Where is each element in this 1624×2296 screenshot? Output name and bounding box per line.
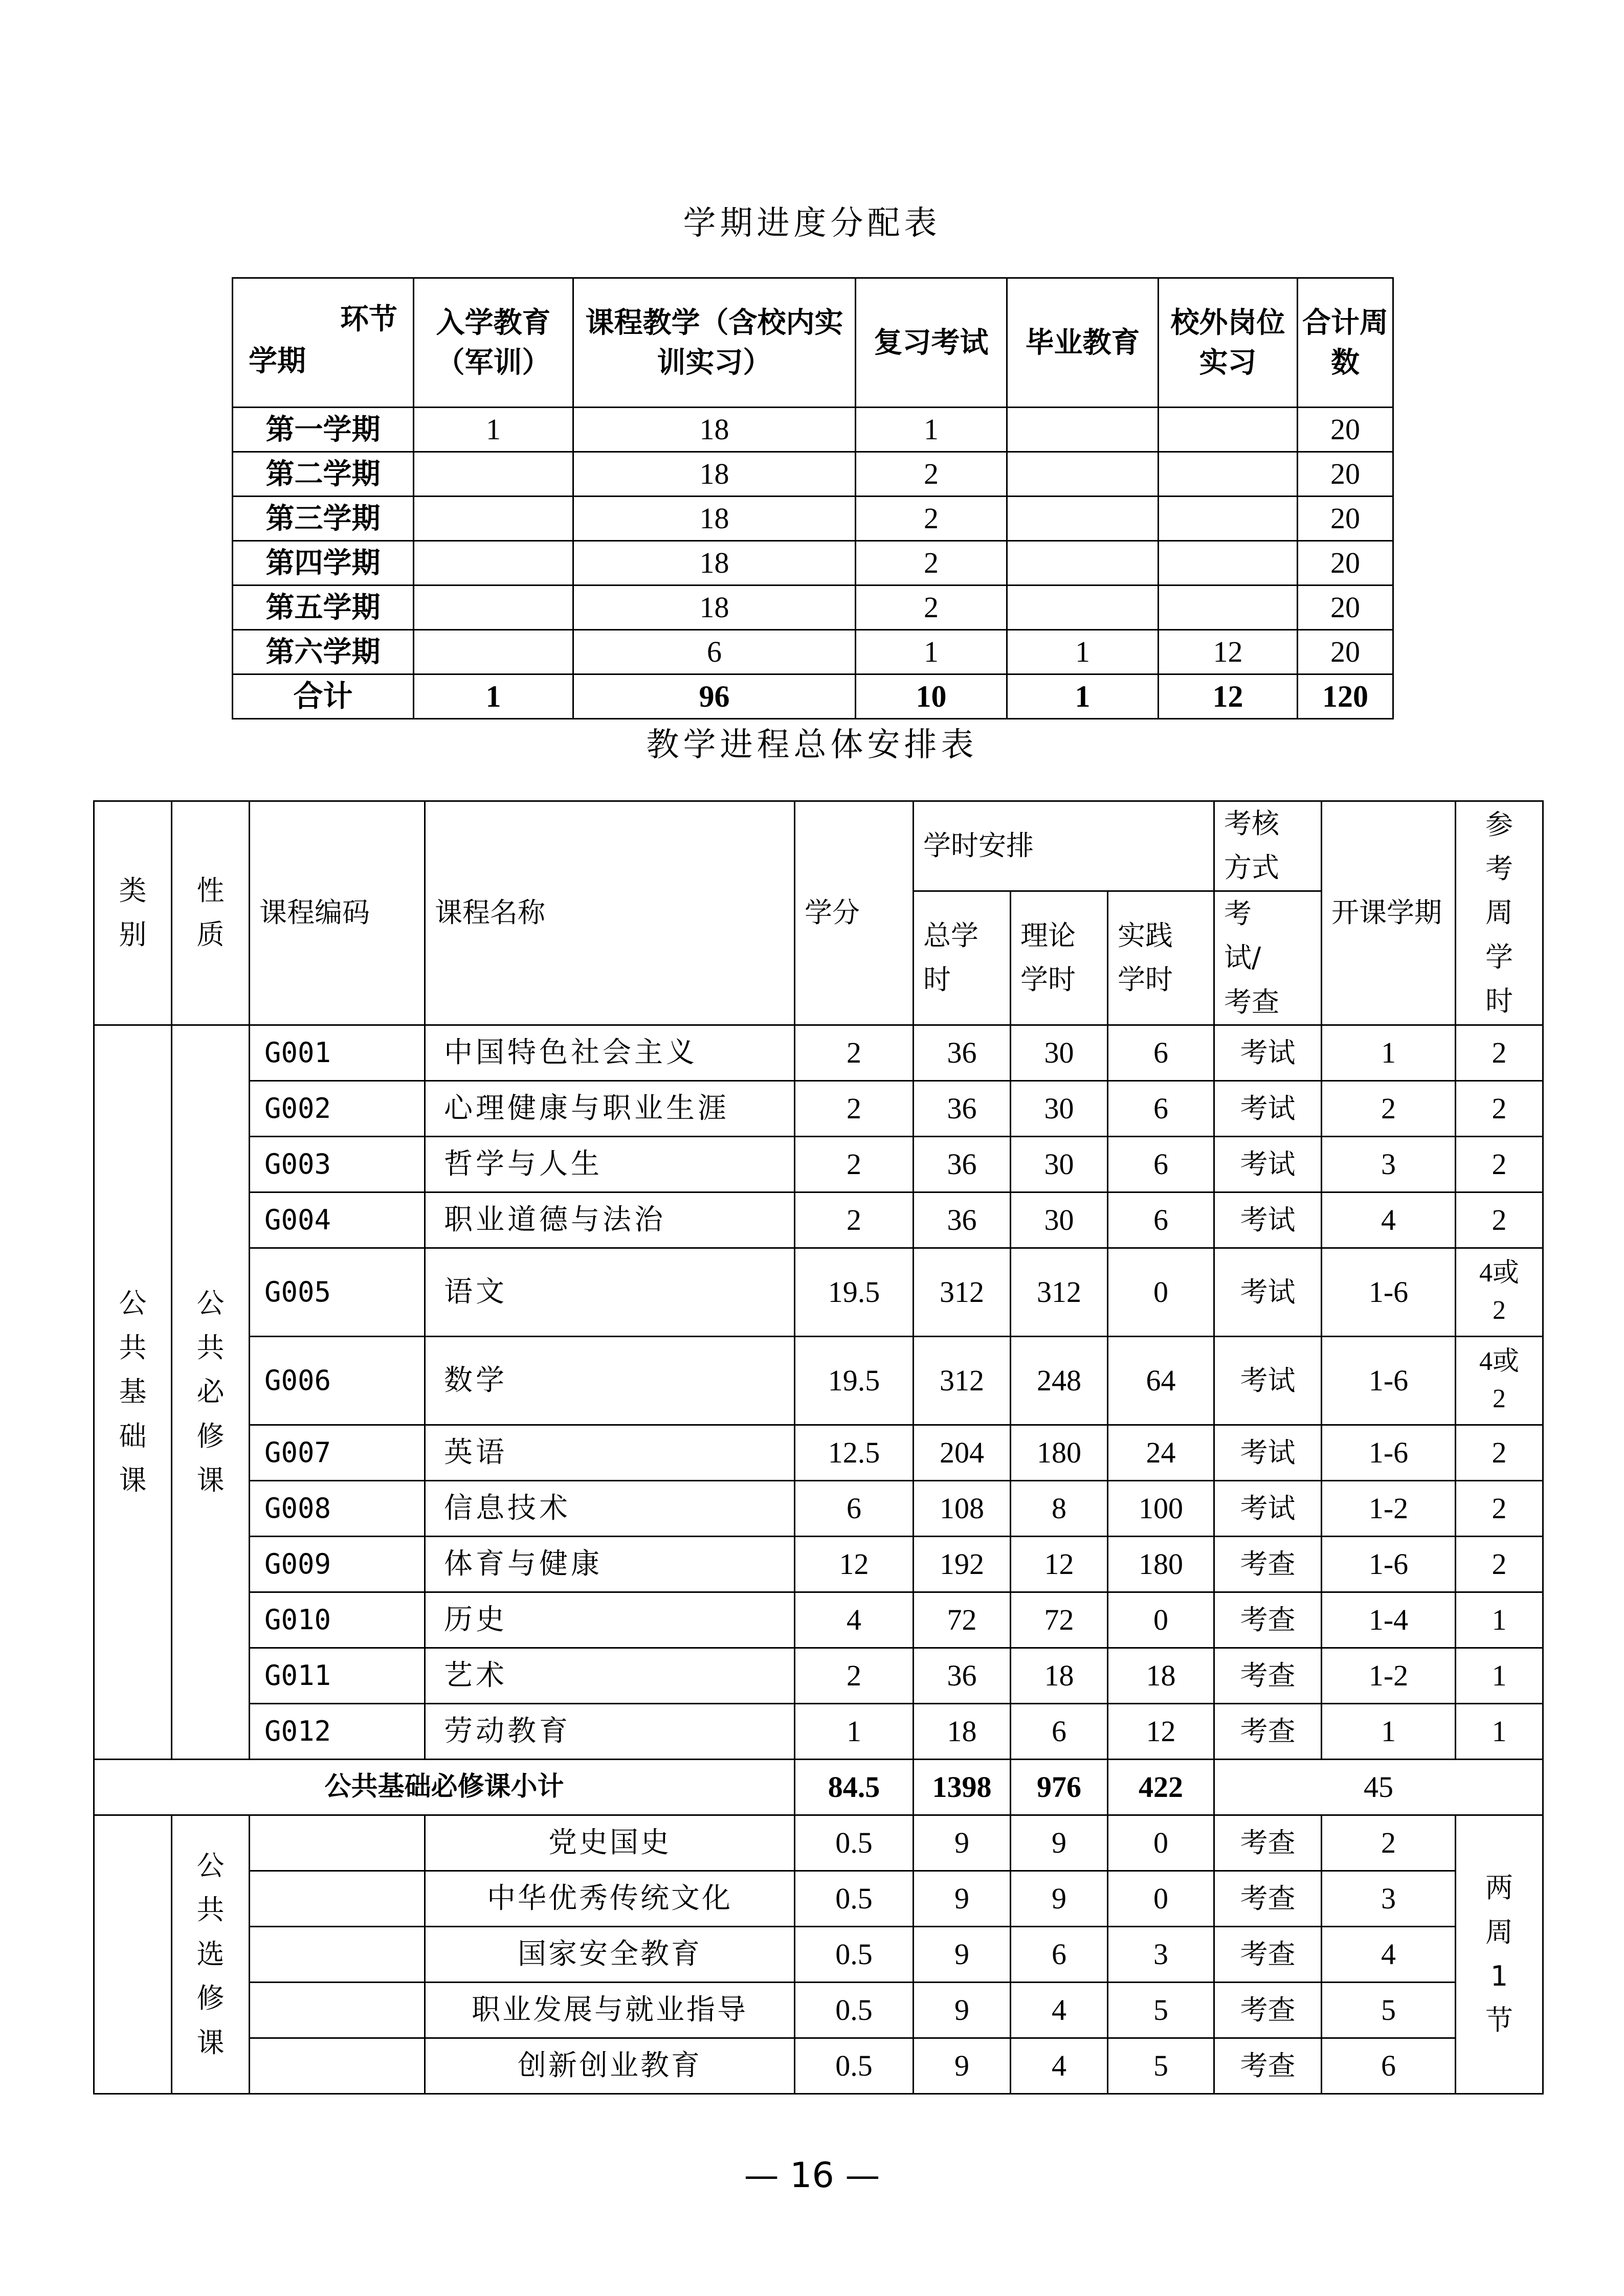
subtotal-credits: 84.5 — [795, 1759, 914, 1815]
semester-cell: 4 — [1322, 1926, 1456, 1982]
practice-hours-cell: 0 — [1108, 1592, 1214, 1648]
elective-row — [94, 1871, 1543, 1926]
assess-cell: 考试 — [1214, 1192, 1322, 1248]
column-header: 校外岗位实习 — [1159, 278, 1298, 408]
nature-cell — [172, 1815, 250, 2094]
credits-cell: 2 — [795, 1192, 914, 1248]
total-hours-cell: 204 — [914, 1425, 1011, 1480]
week-count-cell — [1007, 541, 1159, 586]
credits-cell: 12 — [795, 1536, 914, 1592]
total-hours-cell: 72 — [914, 1592, 1011, 1648]
week-count-cell — [414, 541, 573, 586]
weekly-hours-value: 2 — [1492, 1547, 1507, 1581]
weekly-hours-cell — [1456, 1425, 1543, 1480]
assess-cell: 考查 — [1214, 1815, 1322, 1871]
course-name: 党史国史 — [425, 1815, 795, 1871]
practice-hours-cell: 6 — [1108, 1025, 1214, 1081]
total-hours-cell: 9 — [914, 2038, 1011, 2094]
course-code: G004 — [250, 1192, 425, 1248]
assess-cell: 考查 — [1214, 1871, 1322, 1926]
total-cell: 96 — [573, 674, 856, 719]
semester-cell: 1-6 — [1322, 1536, 1456, 1592]
semester-cell: 1-2 — [1322, 1480, 1456, 1536]
semester-label: 第四学期 — [233, 541, 414, 586]
credits-cell: 0.5 — [795, 1982, 914, 2038]
semester-cell: 1 — [1322, 1025, 1456, 1081]
course-code: G001 — [250, 1025, 425, 1081]
semester-cell: 1-6 — [1322, 1425, 1456, 1480]
week-count-cell: 1 — [856, 408, 1007, 452]
assess-cell: 考试 — [1214, 1136, 1322, 1192]
semester-header: 开课学期 — [1322, 801, 1456, 1025]
weekly-hours-cell — [1456, 1025, 1543, 1081]
theory-hours-cell: 30 — [1011, 1136, 1108, 1192]
weekly-hours-cell — [1456, 1192, 1543, 1248]
subtotal-label: 公共基础必修课小计 — [94, 1759, 795, 1815]
practice-hours-cell: 0 — [1108, 1871, 1214, 1926]
course-row — [94, 1025, 1543, 1081]
total-hours-cell: 108 — [914, 1480, 1011, 1536]
week-count-cell: 2 — [856, 541, 1007, 586]
nature-header: 性质 — [172, 801, 250, 1025]
code-header: 课程编码 — [250, 801, 425, 1025]
semester-cell: 2 — [1322, 1081, 1456, 1136]
semester-cell: 2 — [1322, 1815, 1456, 1871]
credits-cell: 0.5 — [795, 1871, 914, 1926]
header-row-1 — [94, 801, 1543, 891]
total-hours-cell: 36 — [914, 1192, 1011, 1248]
weekly-hours-cell — [1456, 1480, 1543, 1536]
assess-cell: 考试 — [1214, 1248, 1322, 1336]
corner-bottom-label: 学期 — [249, 344, 306, 378]
week-count-cell — [414, 497, 573, 541]
week-count-cell — [1007, 586, 1159, 630]
theory-hours-cell: 12 — [1011, 1536, 1108, 1592]
semester-cell: 1 — [1322, 1703, 1456, 1759]
week-count-cell — [1159, 541, 1298, 586]
weekly-hours-cell — [1456, 1248, 1543, 1336]
course-code: G008 — [250, 1480, 425, 1536]
total-hours-cell: 9 — [914, 1926, 1011, 1982]
theory-hours-cell: 9 — [1011, 1871, 1108, 1926]
weekly-hours-value: 两周1节 — [1485, 1872, 1513, 2037]
credits-cell: 2 — [795, 1025, 914, 1081]
practice-hours-cell: 180 — [1108, 1536, 1214, 1592]
total-hours-cell: 9 — [914, 1815, 1011, 1871]
column-header: 合计周数 — [1298, 278, 1393, 408]
course-code: G012 — [250, 1703, 425, 1759]
assess-cell: 考查 — [1214, 1648, 1322, 1703]
semester-schedule-title: 学期进度分配表 — [683, 205, 941, 242]
week-count-cell: 12 — [1159, 630, 1298, 674]
semester-label: 第五学期 — [233, 586, 414, 630]
assess-cell: 考查 — [1214, 1982, 1322, 2038]
credits-cell: 19.5 — [795, 1248, 914, 1336]
assess-cell: 考试 — [1214, 1025, 1322, 1081]
semester-label: 第二学期 — [233, 452, 414, 497]
credits-cell: 19.5 — [795, 1336, 914, 1425]
week-count-cell — [1159, 452, 1298, 497]
assess-cell: 考试 — [1214, 1336, 1322, 1425]
semester-schedule-table — [232, 277, 1394, 719]
weekly-hours-value: 1 — [1492, 1659, 1507, 1693]
column-header: 课程教学（含校内实训实习） — [573, 278, 856, 408]
practice-hours-cell: 100 — [1108, 1480, 1214, 1536]
total-hours-cell: 36 — [914, 1136, 1011, 1192]
semester-cell: 4 — [1322, 1192, 1456, 1248]
course-row — [94, 1648, 1543, 1703]
theory-hours-cell: 248 — [1011, 1336, 1108, 1425]
total-hours-cell: 18 — [914, 1703, 1011, 1759]
theory-hours-cell: 30 — [1011, 1192, 1108, 1248]
total-hours-cell: 312 — [914, 1336, 1011, 1425]
week-count-cell: 20 — [1298, 630, 1393, 674]
week-count-cell: 20 — [1298, 408, 1393, 452]
assess-cell: 考查 — [1214, 1592, 1322, 1648]
practice-hours-cell: 18 — [1108, 1648, 1214, 1703]
semester-cell: 1-6 — [1322, 1336, 1456, 1425]
total-cell: 12 — [1159, 674, 1298, 719]
credits-cell: 2 — [795, 1136, 914, 1192]
course-name: 艺术 — [425, 1648, 795, 1703]
course-name: 心理健康与职业生涯 — [425, 1081, 795, 1136]
subtotal-total-hours: 1398 — [914, 1759, 1011, 1815]
course-row — [94, 1081, 1543, 1136]
week-count-cell: 18 — [573, 541, 856, 586]
course-code — [250, 1871, 425, 1926]
assess-sub-header: 考试/考查 — [1214, 891, 1322, 1025]
credits-cell: 0.5 — [795, 2038, 914, 2094]
course-row — [94, 1425, 1543, 1480]
week-count-cell — [414, 630, 573, 674]
total-cell: 10 — [856, 674, 1007, 719]
course-name: 中华优秀传统文化 — [425, 1871, 795, 1926]
assess-cell: 考试 — [1214, 1081, 1322, 1136]
course-name: 英语 — [425, 1425, 795, 1480]
course-code: G006 — [250, 1336, 425, 1425]
elective-row — [94, 1926, 1543, 1982]
weekly-hours-value: 2 — [1492, 1203, 1507, 1237]
category-cell-empty — [94, 1815, 172, 2094]
week-count-cell: 2 — [856, 452, 1007, 497]
column-header: 入学教育（军训） — [414, 278, 573, 408]
practice-hours-cell: 24 — [1108, 1425, 1214, 1480]
weekly-hours-cell — [1456, 1648, 1543, 1703]
total-hours-cell: 312 — [914, 1248, 1011, 1336]
weekly-hours-value: 2 — [1492, 1436, 1507, 1470]
assess-cell: 考试 — [1214, 1480, 1322, 1536]
weekly-hours-cell — [1456, 1136, 1543, 1192]
week-count-cell — [1159, 497, 1298, 541]
week-count-cell — [1007, 452, 1159, 497]
semester-cell: 6 — [1322, 2038, 1456, 2094]
assess-cell: 考查 — [1214, 1536, 1322, 1592]
week-count-cell: 1 — [856, 630, 1007, 674]
credits-cell: 2 — [795, 1081, 914, 1136]
course-code — [250, 2038, 425, 2094]
weekly-hours-header: 参考周学时 — [1456, 801, 1543, 1025]
weekly-hours-value: 2 — [1492, 1147, 1507, 1181]
week-count-cell — [414, 452, 573, 497]
week-count-cell: 18 — [573, 452, 856, 497]
weekly-hours-value: 2 — [1492, 1036, 1507, 1070]
credits-cell: 2 — [795, 1648, 914, 1703]
course-name: 语文 — [425, 1248, 795, 1336]
week-count-cell: 20 — [1298, 452, 1393, 497]
course-code: G011 — [250, 1648, 425, 1703]
weekly-hours-cell — [1456, 1336, 1543, 1425]
course-row — [94, 1336, 1543, 1425]
course-row — [94, 1248, 1543, 1336]
assess-group-header: 考核方式 — [1214, 801, 1322, 891]
teaching-plan-title: 教学进程总体安排表 — [646, 726, 978, 764]
practice-hours-cell: 64 — [1108, 1336, 1214, 1425]
hours-group-header: 学时安排 — [914, 801, 1214, 891]
semester-label: 第三学期 — [233, 497, 414, 541]
theory-hours-cell: 4 — [1011, 1982, 1108, 2038]
nature-label: 公共必修课 — [196, 1287, 225, 1497]
weekly-hours-value: 4或2 — [1479, 1258, 1519, 1325]
theory-hours-cell: 180 — [1011, 1425, 1108, 1480]
practice-hours-cell: 6 — [1108, 1136, 1214, 1192]
week-count-cell: 2 — [856, 586, 1007, 630]
weekly-hours-cell — [1456, 1815, 1543, 2094]
course-name: 劳动教育 — [425, 1703, 795, 1759]
week-count-cell — [1159, 586, 1298, 630]
semester-label: 第一学期 — [233, 408, 414, 452]
semester-row — [233, 586, 1393, 630]
course-name: 哲学与人生 — [425, 1136, 795, 1192]
course-name: 体育与健康 — [425, 1536, 795, 1592]
week-count-cell: 6 — [573, 630, 856, 674]
course-code — [250, 1926, 425, 1982]
corner-top-label: 环节 — [340, 302, 397, 336]
course-code: G003 — [250, 1136, 425, 1192]
total-hours-cell: 9 — [914, 1871, 1011, 1926]
weekly-hours-value: 4或2 — [1479, 1347, 1519, 1413]
week-count-cell: 18 — [573, 586, 856, 630]
practice-hours-cell: 5 — [1108, 1982, 1214, 2038]
credits-cell: 1 — [795, 1703, 914, 1759]
category-label: 公共基础课 — [119, 1287, 147, 1497]
week-count-cell: 18 — [573, 408, 856, 452]
week-count-cell — [1007, 408, 1159, 452]
course-name: 历史 — [425, 1592, 795, 1648]
week-count-cell: 20 — [1298, 586, 1393, 630]
subtotal-weekly-sum: 45 — [1214, 1759, 1543, 1815]
practice-hours-cell: 0 — [1108, 1815, 1214, 1871]
practice-hours-cell: 0 — [1108, 1248, 1214, 1336]
elective-row — [94, 1815, 1543, 1871]
theory-hours-cell: 9 — [1011, 1815, 1108, 1871]
weekly-hours-value: 2 — [1492, 1092, 1507, 1126]
semester-label: 第六学期 — [233, 630, 414, 674]
semester-cell: 1-6 — [1322, 1248, 1456, 1336]
column-header: 复习考试 — [856, 278, 1007, 408]
course-name: 信息技术 — [425, 1480, 795, 1536]
theory-hours-cell: 72 — [1011, 1592, 1108, 1648]
course-name: 国家安全教育 — [425, 1926, 795, 1982]
column-header: 毕业教育 — [1007, 278, 1159, 408]
course-row — [94, 1136, 1543, 1192]
course-name: 创新创业教育 — [425, 2038, 795, 2094]
week-count-cell — [1007, 497, 1159, 541]
credits-cell: 6 — [795, 1480, 914, 1536]
weekly-hours-value: 1 — [1492, 1603, 1507, 1637]
subtotal-practice-hours: 422 — [1108, 1759, 1214, 1815]
credits-header: 学分 — [795, 801, 914, 1025]
weekly-hours-cell — [1456, 1536, 1543, 1592]
semester-cell: 5 — [1322, 1982, 1456, 2038]
nature-cell — [172, 1025, 250, 1759]
theory-hours-cell: 8 — [1011, 1480, 1108, 1536]
week-count-cell: 1 — [1007, 630, 1159, 674]
course-code: G010 — [250, 1592, 425, 1648]
semester-row — [233, 541, 1393, 586]
practice-hours-cell: 6 — [1108, 1081, 1214, 1136]
total-hours-cell: 36 — [914, 1081, 1011, 1136]
theory-hours-cell: 312 — [1011, 1248, 1108, 1336]
course-row — [94, 1592, 1543, 1648]
category-cell — [94, 1025, 172, 1759]
elective-row — [94, 1982, 1543, 2038]
name-header: 课程名称 — [425, 801, 795, 1025]
semester-cell: 3 — [1322, 1136, 1456, 1192]
course-code: G007 — [250, 1425, 425, 1480]
practice-hours-cell: 12 — [1108, 1703, 1214, 1759]
week-count-cell: 1 — [414, 408, 573, 452]
total-cell: 1 — [414, 674, 573, 719]
header-row — [233, 278, 1393, 408]
course-name: 中国特色社会主义 — [425, 1025, 795, 1081]
theory-hours-cell: 30 — [1011, 1081, 1108, 1136]
total-hours-cell: 192 — [914, 1536, 1011, 1592]
weekly-hours-value: 1 — [1492, 1715, 1507, 1748]
subtotal-row — [94, 1759, 1543, 1815]
category-header: 类别 — [94, 801, 172, 1025]
nature-label: 公共选修课 — [196, 1849, 225, 2059]
semester-cell: 1-4 — [1322, 1592, 1456, 1648]
course-name: 职业道德与法治 — [425, 1192, 795, 1248]
total-cell: 120 — [1298, 674, 1393, 719]
total-row — [233, 674, 1393, 719]
course-code: G009 — [250, 1536, 425, 1592]
week-count-cell — [1159, 408, 1298, 452]
week-count-cell: 18 — [573, 497, 856, 541]
total-hours-cell: 9 — [914, 1982, 1011, 2038]
theory-hours-cell: 6 — [1011, 1926, 1108, 1982]
week-count-cell: 20 — [1298, 497, 1393, 541]
weekly-hours-cell — [1456, 1703, 1543, 1759]
credits-cell: 12.5 — [795, 1425, 914, 1480]
course-code: G002 — [250, 1081, 425, 1136]
page-number: — 16 — — [744, 2155, 880, 2196]
semester-row — [233, 630, 1393, 674]
assess-cell: 考查 — [1214, 2038, 1322, 2094]
course-name: 职业发展与就业指导 — [425, 1982, 795, 2038]
credits-cell: 0.5 — [795, 1815, 914, 1871]
semester-row — [233, 452, 1393, 497]
total-label: 合计 — [233, 674, 414, 719]
subtotal-theory-hours: 976 — [1011, 1759, 1108, 1815]
total-hours-cell: 36 — [914, 1648, 1011, 1703]
total-hours-cell: 36 — [914, 1025, 1011, 1081]
total-hours-header: 总学时 — [914, 891, 1011, 1025]
credits-cell: 0.5 — [795, 1926, 914, 1982]
practice-hours-cell: 6 — [1108, 1192, 1214, 1248]
practice-hours-cell: 3 — [1108, 1926, 1214, 1982]
weekly-hours-cell — [1456, 1592, 1543, 1648]
theory-hours-cell: 30 — [1011, 1025, 1108, 1081]
course-row — [94, 1192, 1543, 1248]
course-row — [94, 1480, 1543, 1536]
course-name: 数学 — [425, 1336, 795, 1425]
semester-row — [233, 408, 1393, 452]
teaching-plan-table — [93, 800, 1544, 2095]
semester-row — [233, 497, 1393, 541]
week-count-cell: 20 — [1298, 541, 1393, 586]
weekly-hours-cell — [1456, 1081, 1543, 1136]
total-cell: 1 — [1007, 674, 1159, 719]
assess-cell: 考试 — [1214, 1425, 1322, 1480]
theory-hours-header: 理论学时 — [1011, 891, 1108, 1025]
course-row — [94, 1703, 1543, 1759]
course-code — [250, 1815, 425, 1871]
course-code: G005 — [250, 1248, 425, 1336]
weekly-hours-value: 2 — [1492, 1492, 1507, 1525]
week-count-cell — [414, 586, 573, 630]
elective-row — [94, 2038, 1543, 2094]
week-count-cell: 2 — [856, 497, 1007, 541]
practice-hours-cell: 5 — [1108, 2038, 1214, 2094]
theory-hours-cell: 4 — [1011, 2038, 1108, 2094]
theory-hours-cell: 6 — [1011, 1703, 1108, 1759]
course-row — [94, 1536, 1543, 1592]
course-code — [250, 1982, 425, 2038]
semester-cell: 3 — [1322, 1871, 1456, 1926]
corner-header-cell — [233, 278, 414, 408]
practice-hours-header: 实践学时 — [1108, 891, 1214, 1025]
theory-hours-cell: 18 — [1011, 1648, 1108, 1703]
semester-cell: 1-2 — [1322, 1648, 1456, 1703]
assess-cell: 考查 — [1214, 1703, 1322, 1759]
assess-cell: 考查 — [1214, 1926, 1322, 1982]
credits-cell: 4 — [795, 1592, 914, 1648]
